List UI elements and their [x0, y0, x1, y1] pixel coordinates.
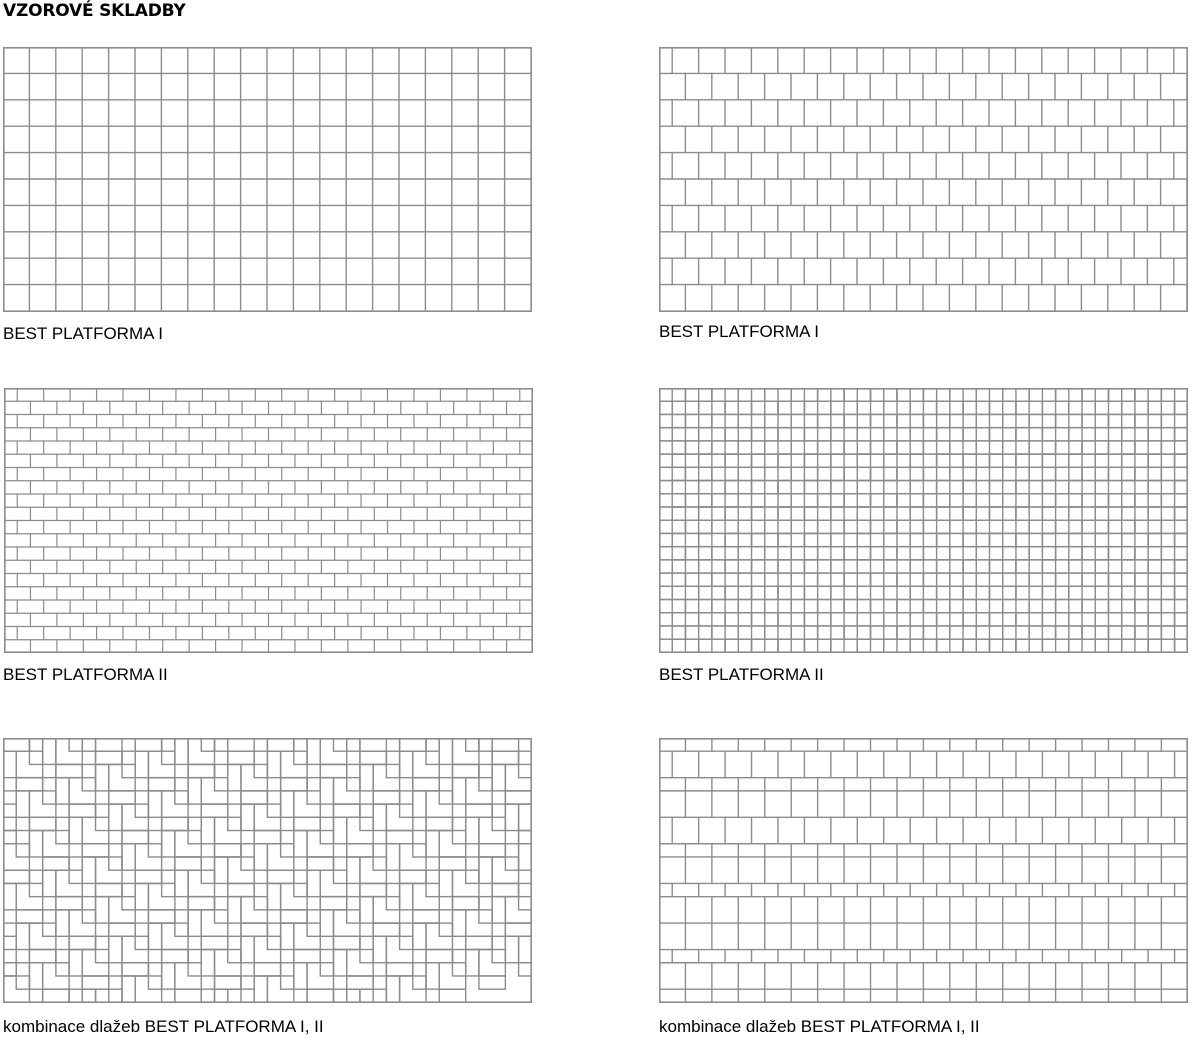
pattern-caption: BEST PLATFORMA II [659, 665, 824, 684]
pattern-brick-running-bond [4, 388, 533, 653]
pattern-pinwheel-combination [3, 738, 532, 1003]
pattern-caption: kombinace dlažeb BEST PLATFORMA I, II [3, 1017, 324, 1036]
pattern-caption: BEST PLATFORMA I [659, 322, 819, 341]
pattern-herringbone [659, 388, 1188, 653]
pattern-square-running-bond [659, 47, 1188, 312]
pattern-square-grid [3, 47, 532, 312]
pattern-caption: BEST PLATFORMA I [3, 324, 163, 343]
pattern-caption: kombinace dlažeb BEST PLATFORMA I, II [659, 1017, 980, 1036]
page-title: VZOROVÉ SKLADBY [3, 1, 186, 21]
pattern-caption: BEST PLATFORMA II [3, 665, 168, 684]
pattern-row-combination [659, 738, 1188, 1003]
